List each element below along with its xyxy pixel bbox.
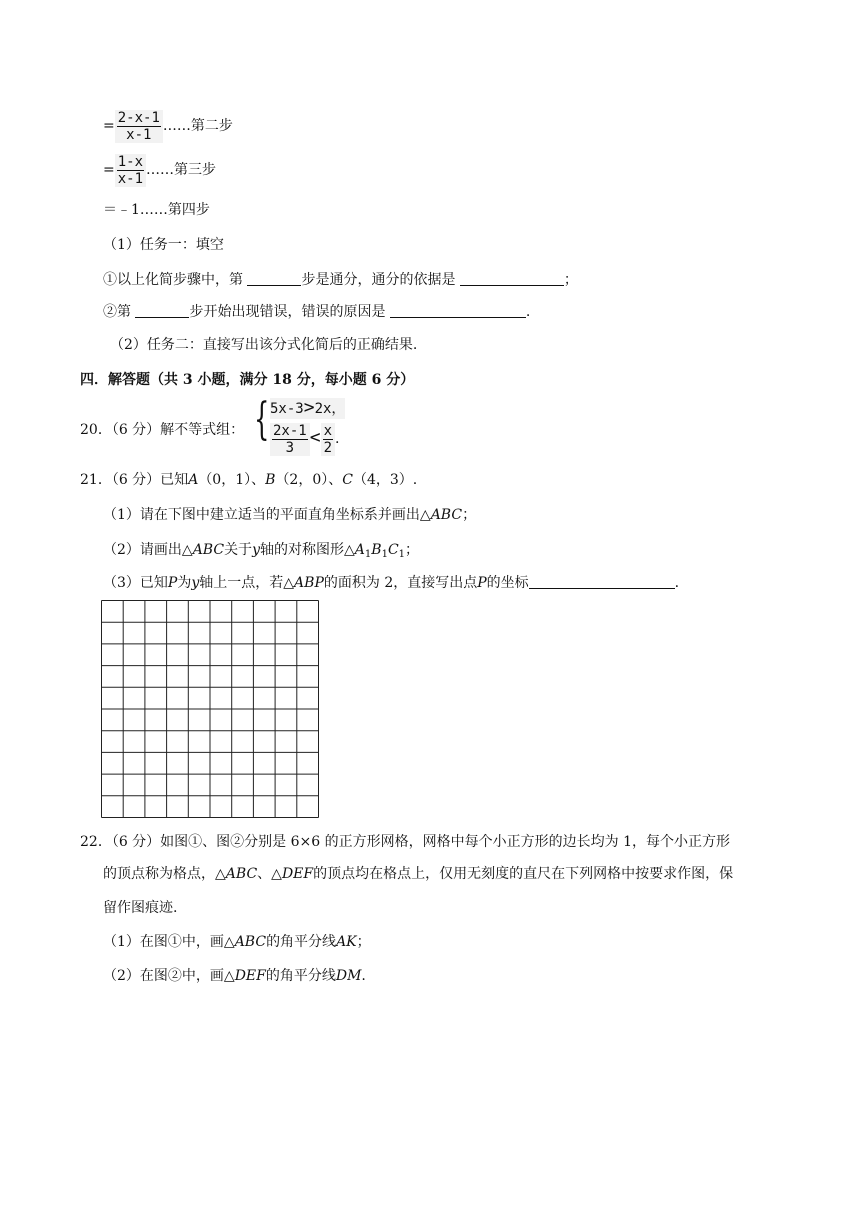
text: ；	[405, 542, 420, 558]
fraction-denominator: 3	[285, 439, 295, 456]
question-number: 22．	[80, 834, 112, 850]
step-label: ……第三步	[146, 162, 217, 178]
question-21-part-1	[103, 505, 476, 525]
answer-blank[interactable]	[529, 574, 675, 589]
text: （6 分）如图①、图②分别是 6×6 的正方形网格，网格中每个小正方形的边长均为 1，每个小正方形	[111, 834, 730, 850]
text: 1	[381, 549, 388, 560]
question-22-line-3: 留作图痕迹.	[103, 900, 178, 916]
fraction-numerator: 1-x	[117, 153, 144, 170]
text: （3）已知	[103, 575, 168, 591]
question-22-part-1	[103, 932, 371, 952]
task-one-item-1	[103, 270, 578, 290]
text: （2，0）、	[275, 472, 343, 488]
text: .	[525, 304, 531, 320]
left-brace: {	[254, 394, 270, 445]
square-grid	[101, 600, 319, 818]
task-two: （2）任务二：直接写出该分式化简后的正确结果.	[110, 337, 418, 353]
text: 轴上一点，若△	[199, 575, 295, 591]
fraction	[321, 423, 335, 456]
text: DM	[335, 968, 362, 984]
text: P	[167, 575, 178, 591]
text: >	[303, 397, 315, 418]
question-21	[80, 470, 417, 490]
fraction	[270, 423, 310, 456]
text: 步是通分，通分的依据是	[301, 272, 456, 288]
text: （6 分）已知	[111, 472, 189, 488]
text: ②第	[103, 304, 131, 320]
text: 为	[177, 575, 192, 591]
section-title: 四．解答题（共 3 小题，满分 18 分，每小题 6 分）	[80, 372, 415, 388]
question-22-line-2	[103, 864, 733, 884]
question-22	[80, 832, 730, 852]
step-two-fraction	[115, 110, 163, 143]
step-label: ……第二步	[162, 118, 233, 134]
inequality-two	[270, 420, 339, 457]
text: ABC	[430, 507, 463, 523]
text: 1	[364, 549, 372, 560]
text: 关于	[224, 542, 253, 558]
fraction-numerator: 2-x-1	[117, 109, 160, 126]
text: 2x，	[314, 401, 346, 417]
fraction-numerator: x	[323, 422, 332, 439]
text: ABP	[294, 575, 324, 591]
text: 的角平分线	[266, 934, 337, 950]
answer-blank[interactable]	[390, 303, 526, 318]
text: A	[354, 542, 365, 558]
text: .	[674, 575, 680, 591]
text: 的角平分线	[265, 968, 336, 984]
question-21-part-2	[103, 540, 419, 565]
question-22-part-2	[103, 966, 366, 986]
step-three-fraction	[115, 154, 146, 187]
text: （2）在图②中，画△	[103, 968, 235, 984]
answer-blank[interactable]	[135, 303, 189, 318]
text: ABC	[234, 934, 267, 950]
text: 的面积为 2，直接写出点	[323, 575, 478, 591]
text: 的顶点称为格点，△	[103, 866, 226, 882]
inequality-one	[270, 398, 345, 419]
step-two	[103, 108, 233, 144]
text: A	[188, 472, 199, 488]
text: y	[252, 542, 260, 558]
text: C	[387, 542, 399, 558]
text: （0，1）、	[198, 472, 266, 488]
text: DEF	[234, 968, 266, 984]
text: （1）请在下图中建立适当的平面直角坐标系并画出△	[103, 507, 431, 523]
text: （2）请画出△	[103, 542, 193, 558]
text: ；	[563, 272, 578, 288]
text: AK	[336, 934, 357, 950]
text: ABC	[225, 866, 258, 882]
equals-sign: =	[103, 118, 115, 134]
text: 1	[398, 549, 406, 560]
text: ；	[356, 934, 371, 950]
text: ；	[462, 507, 477, 523]
text: 的顶点均在格点上，仅用无刻度的直尺在下列网格中按要求作图，保	[313, 866, 734, 882]
fraction-denominator: x-1	[126, 126, 152, 143]
task-one-heading: （1）任务一：填空	[103, 237, 224, 253]
task-one-item-2	[103, 302, 530, 322]
step-four: ＝﹣1……第四步	[103, 202, 210, 218]
text: B	[371, 542, 382, 558]
text: ①以上化简步骤中，第	[103, 272, 243, 288]
text: ABC	[192, 542, 225, 558]
text: 轴的对称图形△	[259, 542, 355, 558]
answer-blank[interactable]	[247, 271, 301, 286]
text: C	[342, 472, 353, 488]
text: 步开始出现错误，错误的原因是	[189, 304, 386, 320]
step-three	[103, 152, 216, 188]
question-number: 21．	[80, 472, 112, 488]
fraction-denominator: 2	[323, 439, 332, 456]
fraction-numerator: 2x-1	[273, 422, 307, 439]
text: .	[335, 431, 340, 447]
text: （1）在图①中，画△	[103, 934, 235, 950]
answer-blank[interactable]	[460, 271, 564, 286]
question-20	[80, 420, 244, 440]
text: <	[309, 427, 321, 448]
text: B	[265, 472, 276, 488]
text: 、△	[257, 866, 282, 882]
text: .	[361, 968, 366, 984]
text: （4，3）.	[352, 472, 418, 488]
text: DEF	[281, 866, 314, 882]
text: 的坐标	[486, 575, 529, 591]
question-number: 20．	[80, 422, 112, 438]
fraction-denominator: x-1	[117, 170, 144, 187]
text: y	[191, 575, 200, 591]
question-21-part-3	[103, 573, 679, 593]
text: P	[477, 575, 487, 591]
question-text: （6 分）解不等式组：	[111, 422, 245, 438]
equals-sign: =	[103, 162, 115, 178]
text: 5x-3	[270, 401, 304, 417]
